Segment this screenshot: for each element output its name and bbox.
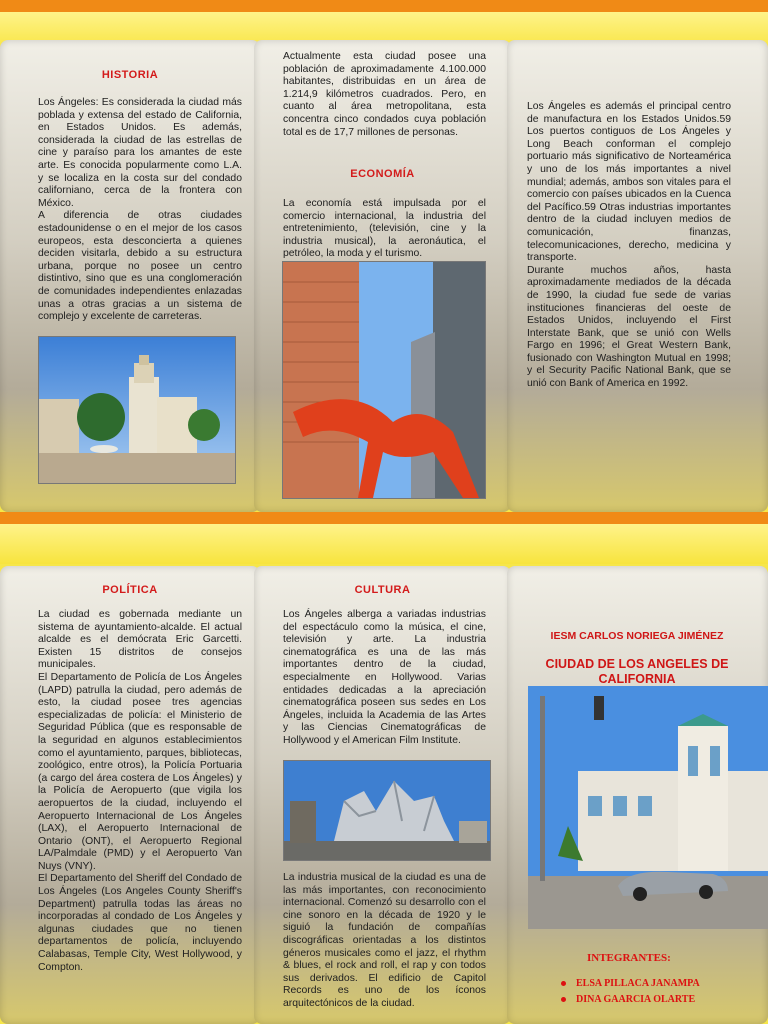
cultura-text2: La industria musical de la ciudad es una de las más importantes, con reconocimiento internacional. Comenzó su desarrollo con el cine sonoro en la década de 1920 y le siguió la fundación de compañías discográficas orientadas a los distintos géneros musicales como el jazz, el rhythm & blues, el rock and roll, el rap y con todos sus derivados. El edificio de Capitol Records es uno de los íconos arquitectónicos de la ciudad. xyxy=(283,872,486,1009)
cultura-heading: CULTURA xyxy=(354,584,411,596)
economia-cont-text: Los Ángeles es además el principal centro de manufactura en los Estados Unidos.59 Los puertos contiguos de Los Ángeles y Long Beach conforman el complejo portuario más significativo de Norteamérica y uno de los más importantes a nivel mundial; además, ambos son vitales para el comercio con países ubicados en la Cuenca del Pacífico.59 Otras industrias importantes dentro de la ciudad incluyen medios de comunicación, finanzas, telecomunicaciones, derecho, medicina y transporte. Durante muchos años, hasta aproximadamente mediados de la década de 1990, la ciudad fue sede de varias instituciones financieras del oeste de Estados Unidos, incluyendo el First Interstate Bank, que se unió con Wells Fargo en 1996; el Great Western Bank, fusionado con Washington Mutual en 1998; y el Security Pacific National Bank, que se unió con Bank of America en 1992. xyxy=(527,101,731,390)
top-orange-bar xyxy=(0,512,768,524)
bullet-icon xyxy=(561,981,566,986)
brochure-inner-side xyxy=(0,512,768,1024)
top-yellow-band xyxy=(0,524,768,564)
panel-economia-cont xyxy=(507,40,768,512)
cover-photo xyxy=(528,686,768,929)
poblacion-text: Actualmente esta ciudad posee una población de aproximadamente 4.100.000 habitantes, distribuidas en un área de 1.214,9 kilómetros cuadrados. Pero, en cuanto al área metropolitana, esta concentra cinco condados cuya población total es de 17,7 millones de personas. xyxy=(283,51,486,138)
cultura-text: Los Ángeles alberga a variadas industrias del espectáculo como la música, el cine, televisión y arte. La industria cinematográfica es una de las más importantes dentro de la ciudad, especialmente en Hollywood. Varias entidades dedicadas a la apreciación cinematográfica poseen sus sedes en Los Ángeles, incluida la Academia de las Artes y las Ciencias Cinematográficas de Hollywood y el American Film Institute. xyxy=(283,609,486,746)
historia-heading: HISTORIA xyxy=(101,69,159,81)
panel-historia xyxy=(0,40,260,512)
top-orange-bar xyxy=(0,0,768,12)
politica-text: La ciudad es gobernada mediante un sistema de ayuntamiento-alcalde. El actual alcalde es el demócrata Eric Garcetti. Existen 15 distritos de consejos municipales. El Departamento de Policía de Los Ángeles (LAPD) patrulla la ciudad, pero además de esto, la ciudad posee tres agencias especializadas de policía: el Ministerio de Seguridad Pública (que es responsable de la seguridad en algunos establecimientos como el ayuntamiento, parques, bibliotecas, zoológico, entre otros), la Policía Portuaria (a cargo del área costera de Los Ángeles) y la Policía de Aeropuerto (que vigila los aeropuertos de la ciudad, incluyendo el Aeropuerto Internacional de Los Ángeles (LAX), el Aeropuerto Internacional de Ontario (ONT), el Aeropuerto Regional LA/Palmdale (PMD) y el Aeropuerto Van Nuys (VNY). El Departamento del Sheriff del Condado de Los Ángeles (Los Angeles County Sheriff's Department) patrulla todas las áreas no incorporadas al condado de Los Ángeles y algunas ciudades que no tienen departamentos de policía, incluyendo Calabasas, Temple City, West Hollywood, y Compton. xyxy=(38,609,242,973)
panel-cover xyxy=(507,566,768,1024)
panel-economia xyxy=(254,40,511,512)
panel-cultura xyxy=(254,566,511,1024)
historia-photo xyxy=(38,336,236,484)
cover-title: CIUDAD DE LOS ANGELES DE CALIFORNIA xyxy=(545,657,729,686)
economia-text: La economía está impulsada por el comercio internacional, la industria del entretenimiento, (televisión, cine y la industria musical), la aeronáutica, el petróleo, la moda y el turismo. xyxy=(283,198,486,260)
member-item: ELSA PILLACA JANAMPA xyxy=(561,978,700,989)
panel-politica xyxy=(0,566,260,1024)
cultura-photo xyxy=(283,760,491,861)
politica-heading: POLÍTICA xyxy=(102,584,158,596)
economia-photo xyxy=(282,261,486,499)
economia-heading: ECONOMÍA xyxy=(350,168,415,180)
members-heading: INTEGRANTES: xyxy=(587,952,671,964)
member-item: DINA GAARCIA OLARTE xyxy=(561,994,695,1005)
school-name: IESM CARLOS NORIEGA JIMÉNEZ xyxy=(550,630,724,642)
historia-text: Los Ángeles: Es considerada la ciudad más poblada y extensa del estado de California, en Estados Unidos. Es además, considerada la ciudad de las estrellas de cine y paraíso para los amantes de este arte. Es conocida popularmente como L.A. y se localiza en la costa sur del condado californiano, cerca de la frontera con México. A diferencia de otras ciudades estadounidense o en el mejor de los casos europeos, esta desconcierta a quienes deciden visitarla, debido a su estructura urbana, porque no posee un centro distintivo, sino que es una conglomeración de comunidades independientes enlazadas unas a otras gracias a un sistema de complejo y excelente de carreteras. xyxy=(38,97,242,323)
bullet-icon xyxy=(561,997,566,1002)
